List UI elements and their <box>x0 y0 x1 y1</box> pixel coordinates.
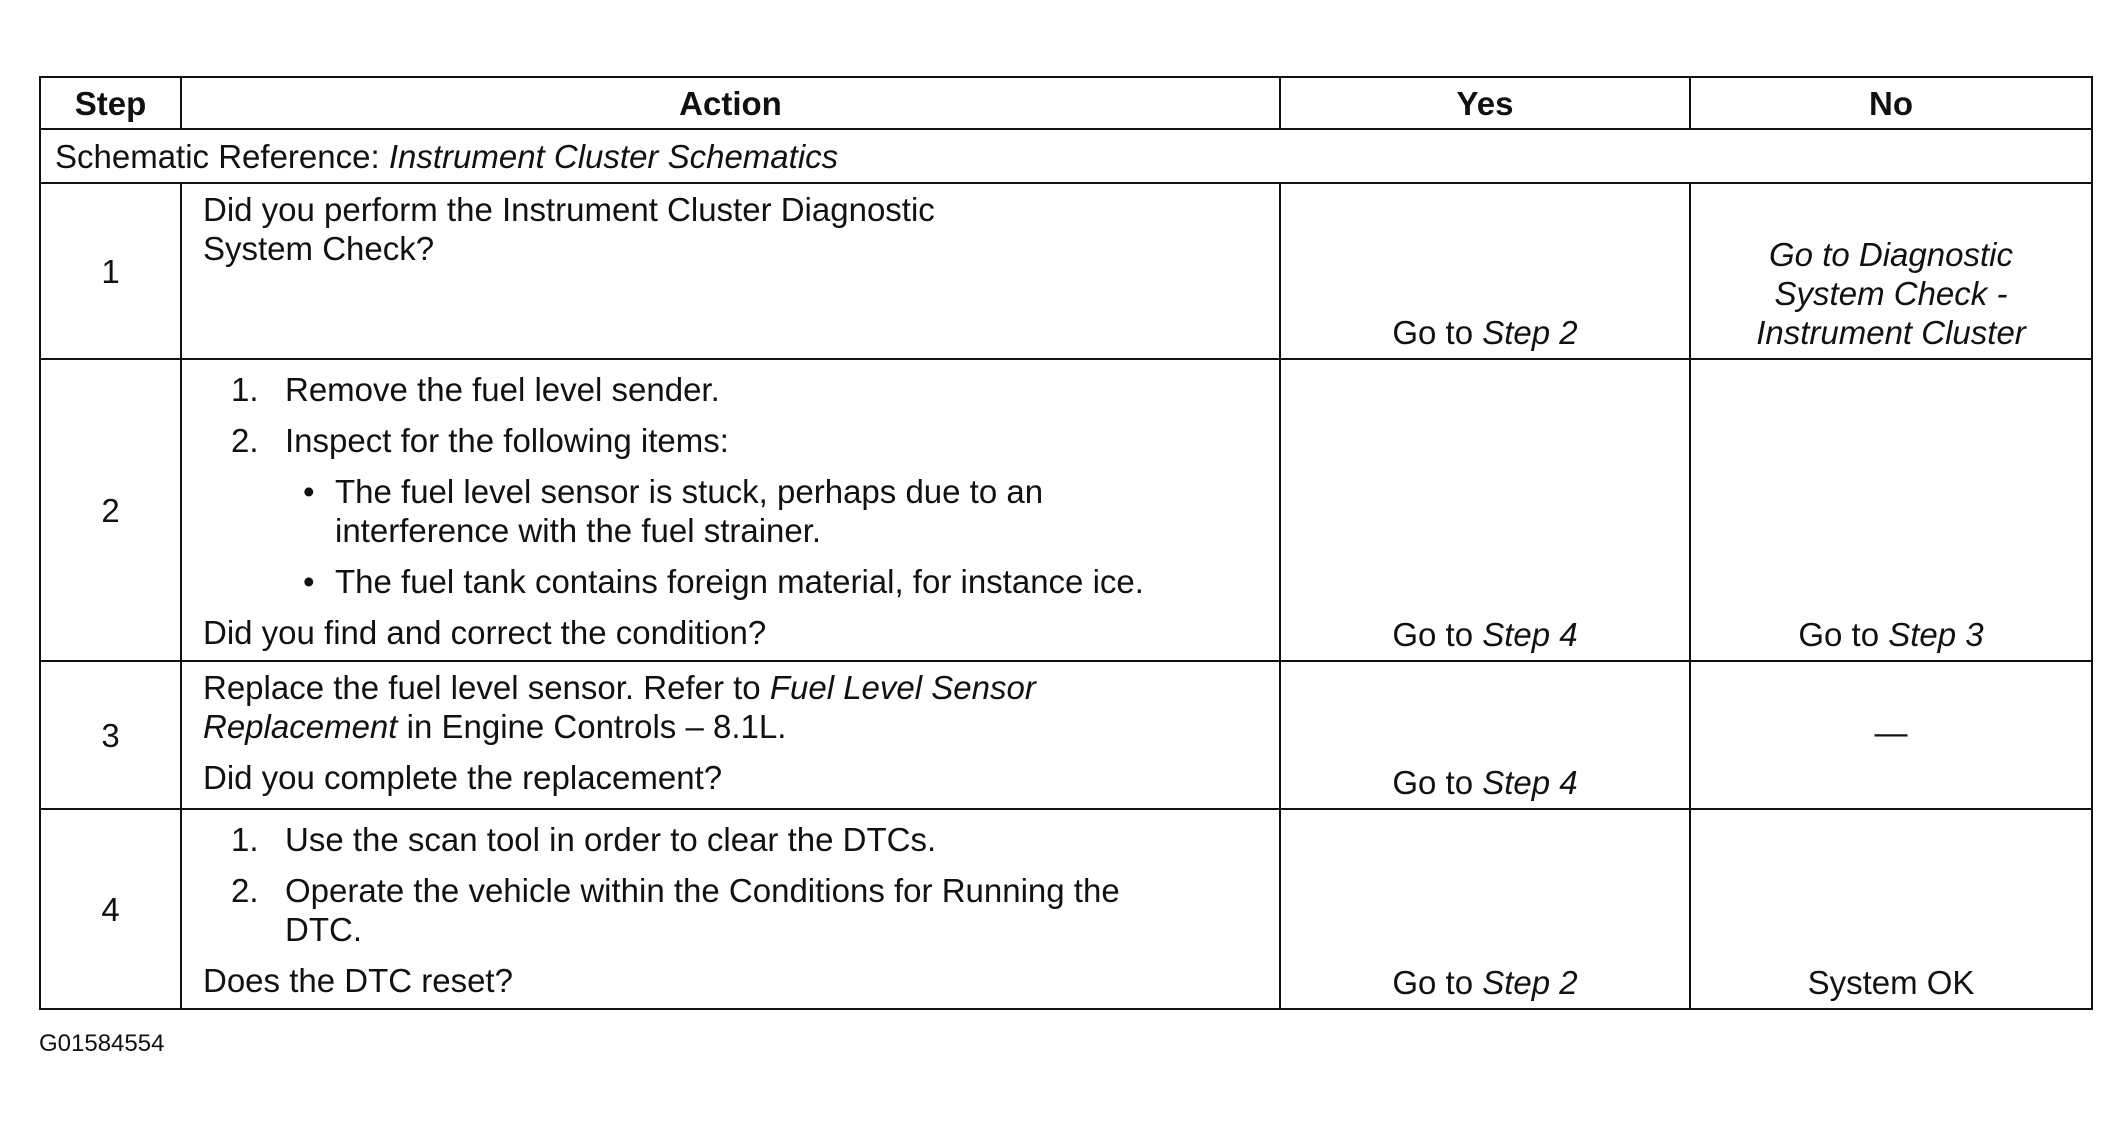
no-cell <box>1690 661 2092 809</box>
figure-id: G01584554 <box>39 1030 165 1057</box>
question-text: Did you complete the replacement? <box>203 759 723 796</box>
schematic-reference-row <box>40 129 2092 183</box>
schematic-reference-link[interactable]: Instrument Cluster Schematics <box>388 137 839 175</box>
list-item <box>203 421 1265 460</box>
item-text: Operate the vehicle within the Conditions for Running the DTC. <box>285 872 1120 948</box>
fuel-sensor-replacement-link[interactable]: Fuel Level Sensor Replacement <box>203 669 1036 745</box>
action-suffix: in Engine Controls – 8.1L. <box>397 708 787 745</box>
bullet-text: The fuel level sensor is stuck, perhaps due to an interference with the fuel strainer. <box>335 473 1044 549</box>
header-row <box>40 77 2092 129</box>
action-text <box>203 668 1133 746</box>
yes-prefix: Go to <box>1392 964 1483 1001</box>
schematic-reference <box>40 129 2092 183</box>
yes-cell <box>1280 183 1690 359</box>
item-number: 1. <box>231 821 259 858</box>
header-step: Step <box>40 77 181 129</box>
bullet-text: The fuel tank contains foreign material, for instance ice. <box>335 563 1144 600</box>
no-cell <box>1690 359 2092 661</box>
action-prefix: Replace the fuel level sensor. Refer to <box>203 669 770 706</box>
bullet-item <box>203 562 1265 601</box>
yes-cell <box>1280 359 1690 661</box>
table-row <box>40 809 2092 1009</box>
schematic-reference-label: Schematic Reference: <box>55 137 380 175</box>
yes-step-link[interactable]: Step 4 <box>1482 764 1578 801</box>
table-row <box>40 183 2092 359</box>
item-text: Inspect for the following items: <box>285 422 729 459</box>
item-number: 2. <box>231 872 259 909</box>
table-row <box>40 359 2092 661</box>
yes-step-link[interactable]: Step 2 <box>1482 964 1578 1001</box>
list-item <box>203 871 1165 949</box>
no-cell <box>1690 809 2092 1009</box>
step-number: 3 <box>40 661 181 809</box>
bullet-icon: • <box>303 473 315 510</box>
no-dash: — <box>1874 713 1908 751</box>
yes-prefix: Go to <box>1392 616 1483 653</box>
bullet-icon: • <box>303 563 315 600</box>
no-step-link[interactable]: Step 3 <box>1888 616 1984 653</box>
bullet-item <box>203 472 1115 550</box>
no-result: System OK <box>1807 964 1975 1001</box>
action-text: Did you perform the Instrument Cluster Diagnostic System Check? <box>203 191 935 267</box>
item-number: 1. <box>231 371 259 408</box>
no-diagnostic-link[interactable]: Go to Diagnostic System Check - Instrument Cluster <box>1756 236 2026 351</box>
no-prefix: Go to <box>1798 616 1889 653</box>
yes-cell <box>1280 809 1690 1009</box>
list-item <box>203 370 1265 409</box>
table-row <box>40 661 2092 809</box>
item-text: Use the scan tool in order to clear the DTCs. <box>285 821 937 858</box>
yes-step-link[interactable]: Step 2 <box>1482 314 1578 351</box>
step-number: 4 <box>40 809 181 1009</box>
diagnostic-table <box>39 76 2093 1010</box>
step-number: 1 <box>40 183 181 359</box>
step-number: 2 <box>40 359 181 661</box>
item-text: Remove the fuel level sender. <box>285 371 720 408</box>
yes-cell <box>1280 661 1690 809</box>
yes-prefix: Go to <box>1392 314 1483 351</box>
item-number: 2. <box>231 422 259 459</box>
no-cell <box>1690 183 2092 359</box>
list-item <box>203 820 1265 859</box>
question-text: Does the DTC reset? <box>203 962 513 999</box>
yes-step-link[interactable]: Step 4 <box>1482 616 1578 653</box>
header-yes: Yes <box>1280 77 1690 129</box>
header-action: Action <box>181 77 1280 129</box>
yes-prefix: Go to <box>1392 764 1483 801</box>
question-text: Did you find and correct the condition? <box>203 614 767 651</box>
header-no: No <box>1690 77 2092 129</box>
